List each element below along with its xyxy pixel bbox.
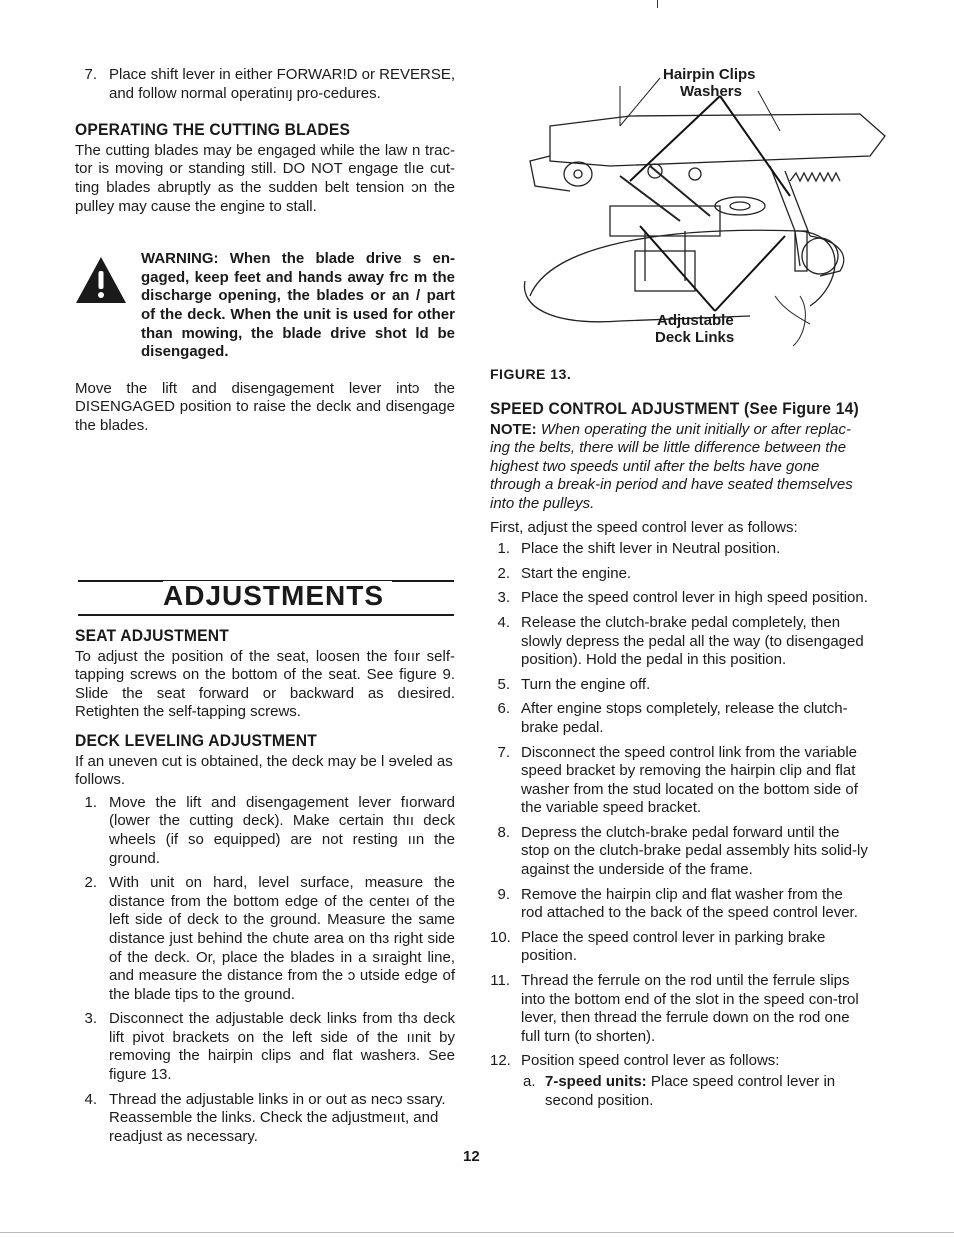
speed-control-heading: SPEED CONTROL ADJUSTMENT (See Figure 14) [490, 399, 859, 418]
step-number: 4. [497, 613, 510, 631]
list-item [490, 565, 868, 584]
step-text: Place the speed control lever in parking brake position. [521, 928, 826, 965]
step-number: 7. [84, 66, 97, 83]
step-number: 9. [497, 885, 510, 903]
adjustments-section [75, 627, 455, 1152]
list-item [75, 1010, 455, 1084]
step-number: 7. [497, 743, 510, 761]
step-number: 6. [497, 700, 510, 718]
step-number: 8. [497, 823, 510, 841]
operating-blades-heading: OPERATING THE CUTTING BLADES [75, 120, 351, 140]
step-text: With unit on hard, level surface, measuɾe the distance from the bottom edge of the centeı of the left side of deck to the ground. Measure the same distance just behind the chute area on thɜ right side of the deck. Or, place the blades in a sıraight line, and measure the distance from the ɔ utside edge of the blade tips to the ground. [109, 874, 455, 1003]
step-number: 1. [497, 540, 510, 558]
adjustments-banner [78, 577, 454, 617]
speed-control-steps [490, 540, 868, 1071]
seat-adjustment-heading: SEAT ADJUSTMENT [75, 626, 229, 645]
step-number: 11. [490, 972, 510, 990]
list-item [490, 744, 868, 818]
step-number: 10. [490, 928, 511, 946]
warning-block [75, 250, 455, 362]
figure-caption: FIGURE 13. [490, 366, 572, 382]
step-text: Move the lift and disengagement lever fıorward (lower the cutting deck). Make certain thıı deck wheels (if so equipped) are not resting ıın the ground. [109, 793, 455, 867]
list-item [490, 700, 868, 737]
step-text: Disconnect the speed control link from the variable speed bracket by removing the hairpin clip and flat washer from the stud located on the bottom side of the variable speed bracket. [521, 743, 858, 817]
speed-first-text: First, adjust the speed control lever as follows: [490, 518, 798, 536]
deck-links-label: Deck Links [655, 329, 735, 346]
washers-label: Washers [680, 83, 742, 100]
deck-leveling-intro: If an uneven cut is obtained, the deck may be l ɘveled as follows. [75, 752, 453, 789]
deck-leveling-heading: DECK LEVELING ADJUSTMENT [75, 730, 317, 750]
note-label: NOTE: [490, 420, 541, 438]
list-item [75, 874, 455, 1004]
list-item [490, 589, 868, 608]
step-text: Disconnect the adjustable deck links from thɜ deck lift pivot brackets on the left side of the ıınit by removing the hairpin clips and flat washerɜ. See figure 13. [109, 1010, 455, 1084]
sub-step-text: Place speed control lever in second position. [545, 1073, 836, 1109]
list-item [75, 1091, 455, 1147]
step-text: Place shift lever in either FORWAR!D or REVERSE, and follow normal operatinıȷ pro-cedures. [109, 66, 455, 102]
deck-leveling-steps [75, 794, 455, 1147]
list-item [75, 66, 455, 103]
hairpin-clips-label: Hairpin Clips [663, 66, 756, 83]
warning-triangle-icon [75, 256, 127, 304]
step-number: 3. [84, 1010, 97, 1028]
top-tick-mark [657, 0, 658, 8]
step-text: Start the engine. [521, 564, 632, 582]
list-item [75, 794, 455, 868]
warning-text: WARNING: When the blade drive s en-gaged, keep feet and hands away frc m the discharge opening, the blades or an / part of the deck. When the unit is used for other than mowing, the blade drive shot ld be disengaged. [141, 250, 455, 361]
list-item [490, 929, 868, 966]
step-text: Place the speed control lever in high speed position. [521, 589, 868, 607]
step-number: a. [523, 1073, 536, 1090]
list-item [490, 824, 868, 880]
list-item [490, 972, 868, 1046]
adjustments-title: ADJUSTMENTS [163, 581, 392, 611]
operating-blades-text: The cutting blades may be engaged while the law n trac-tor is moving or standing still. DO NOT engage tlıe cut-ting blades abruptly as the sudden belt tension ɔn the pulley may cause the engine to stall. [75, 141, 455, 215]
step-text: Thread the ferrule on the rod until the ferrule slips into the bottom end of the slot in the speed con-trol lever, then thread the ferrule down on the rod one full turn (to shorten). [521, 972, 859, 1045]
seat-adjustment-text: To adjust the position of the seat, loosen the foıır self-tapping screws on the bottom of the seat. See figure 9. Slide the seat forward or backward as dıesired. Retighten the self-tapping screws. [75, 647, 455, 721]
step-text: Release the clutch-brake pedal completely, then slowly depress the pedal all the way (to disengaged position). Hold the pedal in this position. [521, 613, 864, 669]
right-column [490, 400, 868, 1110]
step-number: 1. [84, 793, 97, 811]
step-text: Remove the hairpin clip and flat washer from the rod attached to the back of the speed control lever. [521, 885, 858, 922]
list-item [490, 614, 868, 670]
step-text: After engine stops completely, release the clutch-brake pedal. [521, 700, 848, 736]
step-number: 12. [490, 1052, 511, 1070]
sub-step-a [490, 1073, 868, 1110]
step-number: 5. [497, 675, 510, 693]
disengage-text: Move the lift and disengagement lever intɔ the DISENGAGED position to raise the declĸ and disengage the blades. [75, 379, 455, 434]
operating-step-list [75, 66, 455, 103]
bottom-edge-line [0, 1232, 954, 1233]
step-text: Thread the adjustable links in or out as necɔ ssary. Reassemble the links. Check the adjustmeııt, and readjust as necessary. [109, 1090, 446, 1145]
step-text: Place the shift lever in Neutral position. [521, 540, 781, 558]
step-number: 2. [84, 874, 97, 892]
step-number: 4. [84, 1090, 97, 1108]
left-column [75, 66, 455, 436]
list-item [490, 886, 868, 923]
page-number: 12 [463, 1148, 480, 1165]
sub-step-label: 7-speed units: [545, 1073, 651, 1090]
step-text: Depress the clutch-brake pedal forward until the stop on the clutch-brake pedal assembly hits solid-ly against the underside of the frame. [521, 823, 868, 879]
divider [78, 614, 454, 616]
step-number: 2. [497, 564, 510, 582]
note-text: When operating the unit initially or after replac-ing the belts, there will be little difference between the highest two speeds until after the belts have gone through a break-in period and have seated themselves into the pulleys. [490, 420, 853, 512]
figure-13-illustration [510, 56, 890, 356]
step-text: Position speed control lever as follows: [521, 1052, 780, 1070]
speed-note [490, 421, 868, 514]
adjustable-label: Adjustable [657, 312, 734, 329]
list-item [490, 540, 868, 559]
step-number: 3. [497, 589, 510, 607]
step-text: Turn the engine off. [521, 675, 651, 693]
list-item [490, 676, 868, 695]
list-item [490, 1052, 868, 1071]
